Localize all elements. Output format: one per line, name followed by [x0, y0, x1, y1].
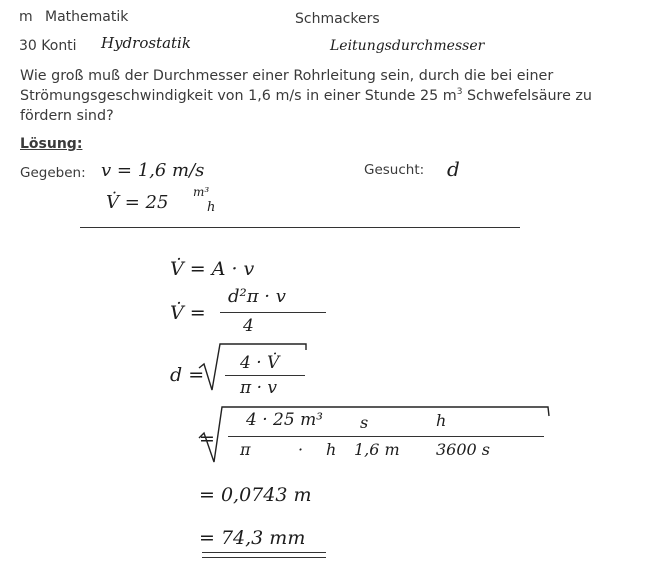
radical-sign-eq4 — [199, 407, 549, 462]
result-millimeters: = 74,3 mm — [199, 527, 306, 549]
equation-2-lhs: V̇ = — [170, 302, 206, 324]
equation-continuity: V̇ = A · v — [170, 258, 255, 280]
equation-3-numerator: 4 · V̇ — [240, 353, 280, 373]
result-meters: = 0,0743 m — [199, 484, 312, 506]
given-velocity: v = 1,6 m/s — [101, 160, 205, 181]
equation-4-numerator-a: 4 · 25 m³ — [246, 410, 323, 430]
task-line-3: fördern sind? — [20, 108, 114, 124]
equation-2-denominator: 4 — [243, 316, 254, 336]
given-flow-unit-den: h — [207, 200, 216, 215]
given-label: Gegeben: — [20, 165, 86, 181]
given-flow-lhs: V̇ = 25 — [106, 192, 169, 213]
equation-4-denominator-a: π — [240, 440, 251, 459]
task-line-2: Strömungsgeschwindigkeit von 1,6 m/s in einer Stunde 25 $m^3$ Schwefelsäure zu — [20, 87, 592, 104]
school-mark: m — [19, 9, 33, 25]
subject-label: Mathematik — [45, 9, 129, 25]
number-class: 30 Konti — [19, 38, 77, 54]
equation-4-denominator-d: 1,6 m — [354, 440, 400, 459]
equation-3-denominator: π · v — [240, 378, 277, 398]
equation-4-denominator-e: 3600 s — [436, 440, 491, 459]
equation-4-numerator-c: h — [436, 411, 447, 430]
equation-4-denominator-b: · — [298, 440, 304, 459]
radical-sign-eq3 — [199, 344, 306, 390]
given-flow-unit-num: m³ — [193, 185, 210, 199]
subtopic-handwritten: Leitungsdurchmesser — [330, 38, 485, 54]
solution-heading: Lösung: — [20, 136, 83, 152]
equation-3-lhs: d = — [170, 364, 205, 386]
task-line-1: Wie groß muß der Durchmesser einer Rohrleitung sein, durch die bei einer — [20, 68, 554, 84]
equation-4-numerator-b: s — [360, 413, 369, 432]
equation-2-numerator: d²π · v — [228, 286, 286, 307]
topic-handwritten: Hydrostatik — [101, 34, 191, 52]
wanted-value: d — [447, 157, 460, 181]
author-name: Schmackers — [295, 11, 380, 27]
wanted-label: Gesucht: — [364, 162, 425, 178]
equation-4-denominator-c: h — [326, 440, 337, 459]
equation-4-equals: = — [199, 428, 215, 450]
